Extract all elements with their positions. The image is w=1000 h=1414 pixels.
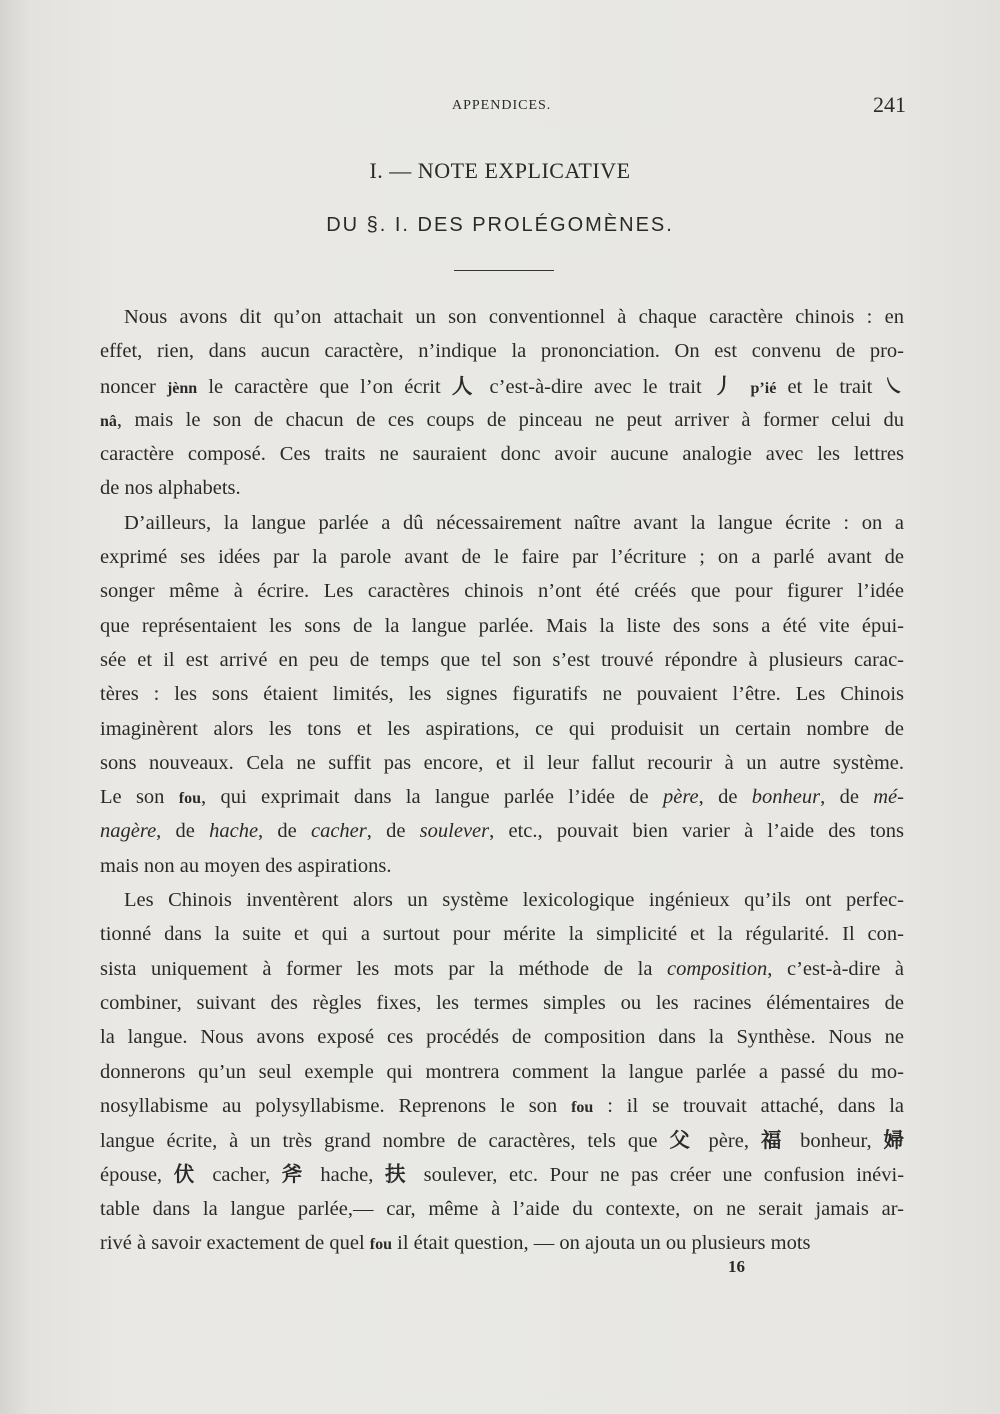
- text-line: caractère composé. Ces traits ne sauraient donc avoir aucune analogie avec les lettres: [100, 443, 904, 466]
- text-line: langue écrite, à un très grand nombre de caractères, tels que 父 père, 福 bonheur, 婦: [100, 1128, 904, 1153]
- text-line: effet, rien, dans aucun caractère, n’indique la prononciation. On est convenu de pro-: [100, 340, 904, 363]
- text-line: nosyllabisme au polysyllabisme. Reprenons le son fou : il se trouvait attaché, dans la: [100, 1094, 904, 1117]
- text-line: épouse, 伏 cacher, 斧 hache, 扶 soulever, etc. Pour ne pas créer une confusion inévi-: [100, 1162, 904, 1187]
- page-number: 241: [873, 92, 906, 117]
- text-line: Les Chinois inventèrent alors un système lexicologique ingénieux qu’ils ont perfec-: [124, 889, 904, 912]
- body-text: [100, 300, 904, 1260]
- text-line: songer même à écrire. Les caractères chinois n’ont été créés que pour figurer l’idée: [100, 580, 904, 603]
- running-head: [100, 92, 906, 122]
- section-subtitle: DU §. I. DES PROLÉGOMÈNES.: [326, 214, 674, 236]
- text-line: la langue. Nous avons exposé ces procédés de composition dans la Synthèse. Nous ne: [100, 1026, 904, 1049]
- text-line: imaginèrent alors les tons et les aspirations, ce qui produisit un certain nombre de: [100, 717, 904, 740]
- text-line: mais non au moyen des aspirations.: [100, 854, 392, 877]
- text-line: que représentaient les sons de la langue parlée. Mais la liste des sons a été vite épui-: [100, 614, 904, 637]
- section-title: I. — NOTE EXPLICATIVE: [369, 158, 631, 183]
- text-line: nâ, mais le son de chacun de ces coups de pinceau ne peut arriver à former celui du: [100, 408, 904, 431]
- text-line: sée et il est arrivé en peu de temps que tel son s’est trouvé répondre à plusieurs carac-: [100, 648, 904, 671]
- text-line: tères : les sons étaient limités, les signes figuratifs ne pouvaient l’être. Les Chinois: [100, 683, 904, 706]
- text-line: D’ailleurs, la langue parlée a dû nécessairement naître avant la langue écrite : on a: [124, 511, 904, 534]
- text-line: exprimé ses idées par la parole avant de le faire par l’écriture ; on a parlé avant de: [100, 546, 904, 569]
- text-line: Nous avons dit qu’on attachait un son conventionnel à chaque caractère chinois : en: [124, 306, 904, 328]
- text-line: Le son fou, qui exprimait dans la langue parlée l’idée de père, de bonheur, de mé-: [100, 786, 904, 809]
- text-line: tionné dans la suite et qui a surtout pour mérite la simplicité et la régularité. Il con-: [100, 923, 904, 946]
- text-line: noncer jènn le caractère que l’on écrit 人 c’est-à-dire avec le trait 丿 p’ié et le trait ㇏: [100, 373, 904, 398]
- text-line: sons nouveaux. Cela ne suffit pas encore, et il leur fallut recourir à un autre système.: [100, 751, 904, 774]
- text-line: nagère, de hache, de cacher, de soulever, etc., pouvait bien varier à l’aide des tons: [100, 820, 904, 843]
- text-line: sista uniquement à former les mots par la méthode de la composition, c’est-à-dire à: [100, 957, 904, 980]
- text-line: rivé à savoir exactement de quel fou il était question, — on ajouta un ou plusieurs mots: [100, 1232, 811, 1255]
- text-line: de nos alphabets.: [100, 477, 241, 500]
- text-line: table dans la langue parlée,— car, même à l’aide du contexte, on ne serait jamais ar-: [100, 1197, 904, 1220]
- running-title: APPENDICES.: [452, 98, 552, 113]
- text-line: donnerons qu’un seul exemple qui montrera comment la langue parlée a passé du mo-: [100, 1060, 904, 1083]
- signature-mark: 16: [728, 1257, 745, 1276]
- title-rule: [454, 270, 554, 271]
- text-line: combiner, suivant des règles fixes, les termes simples ou les racines élémentaires de: [100, 991, 904, 1014]
